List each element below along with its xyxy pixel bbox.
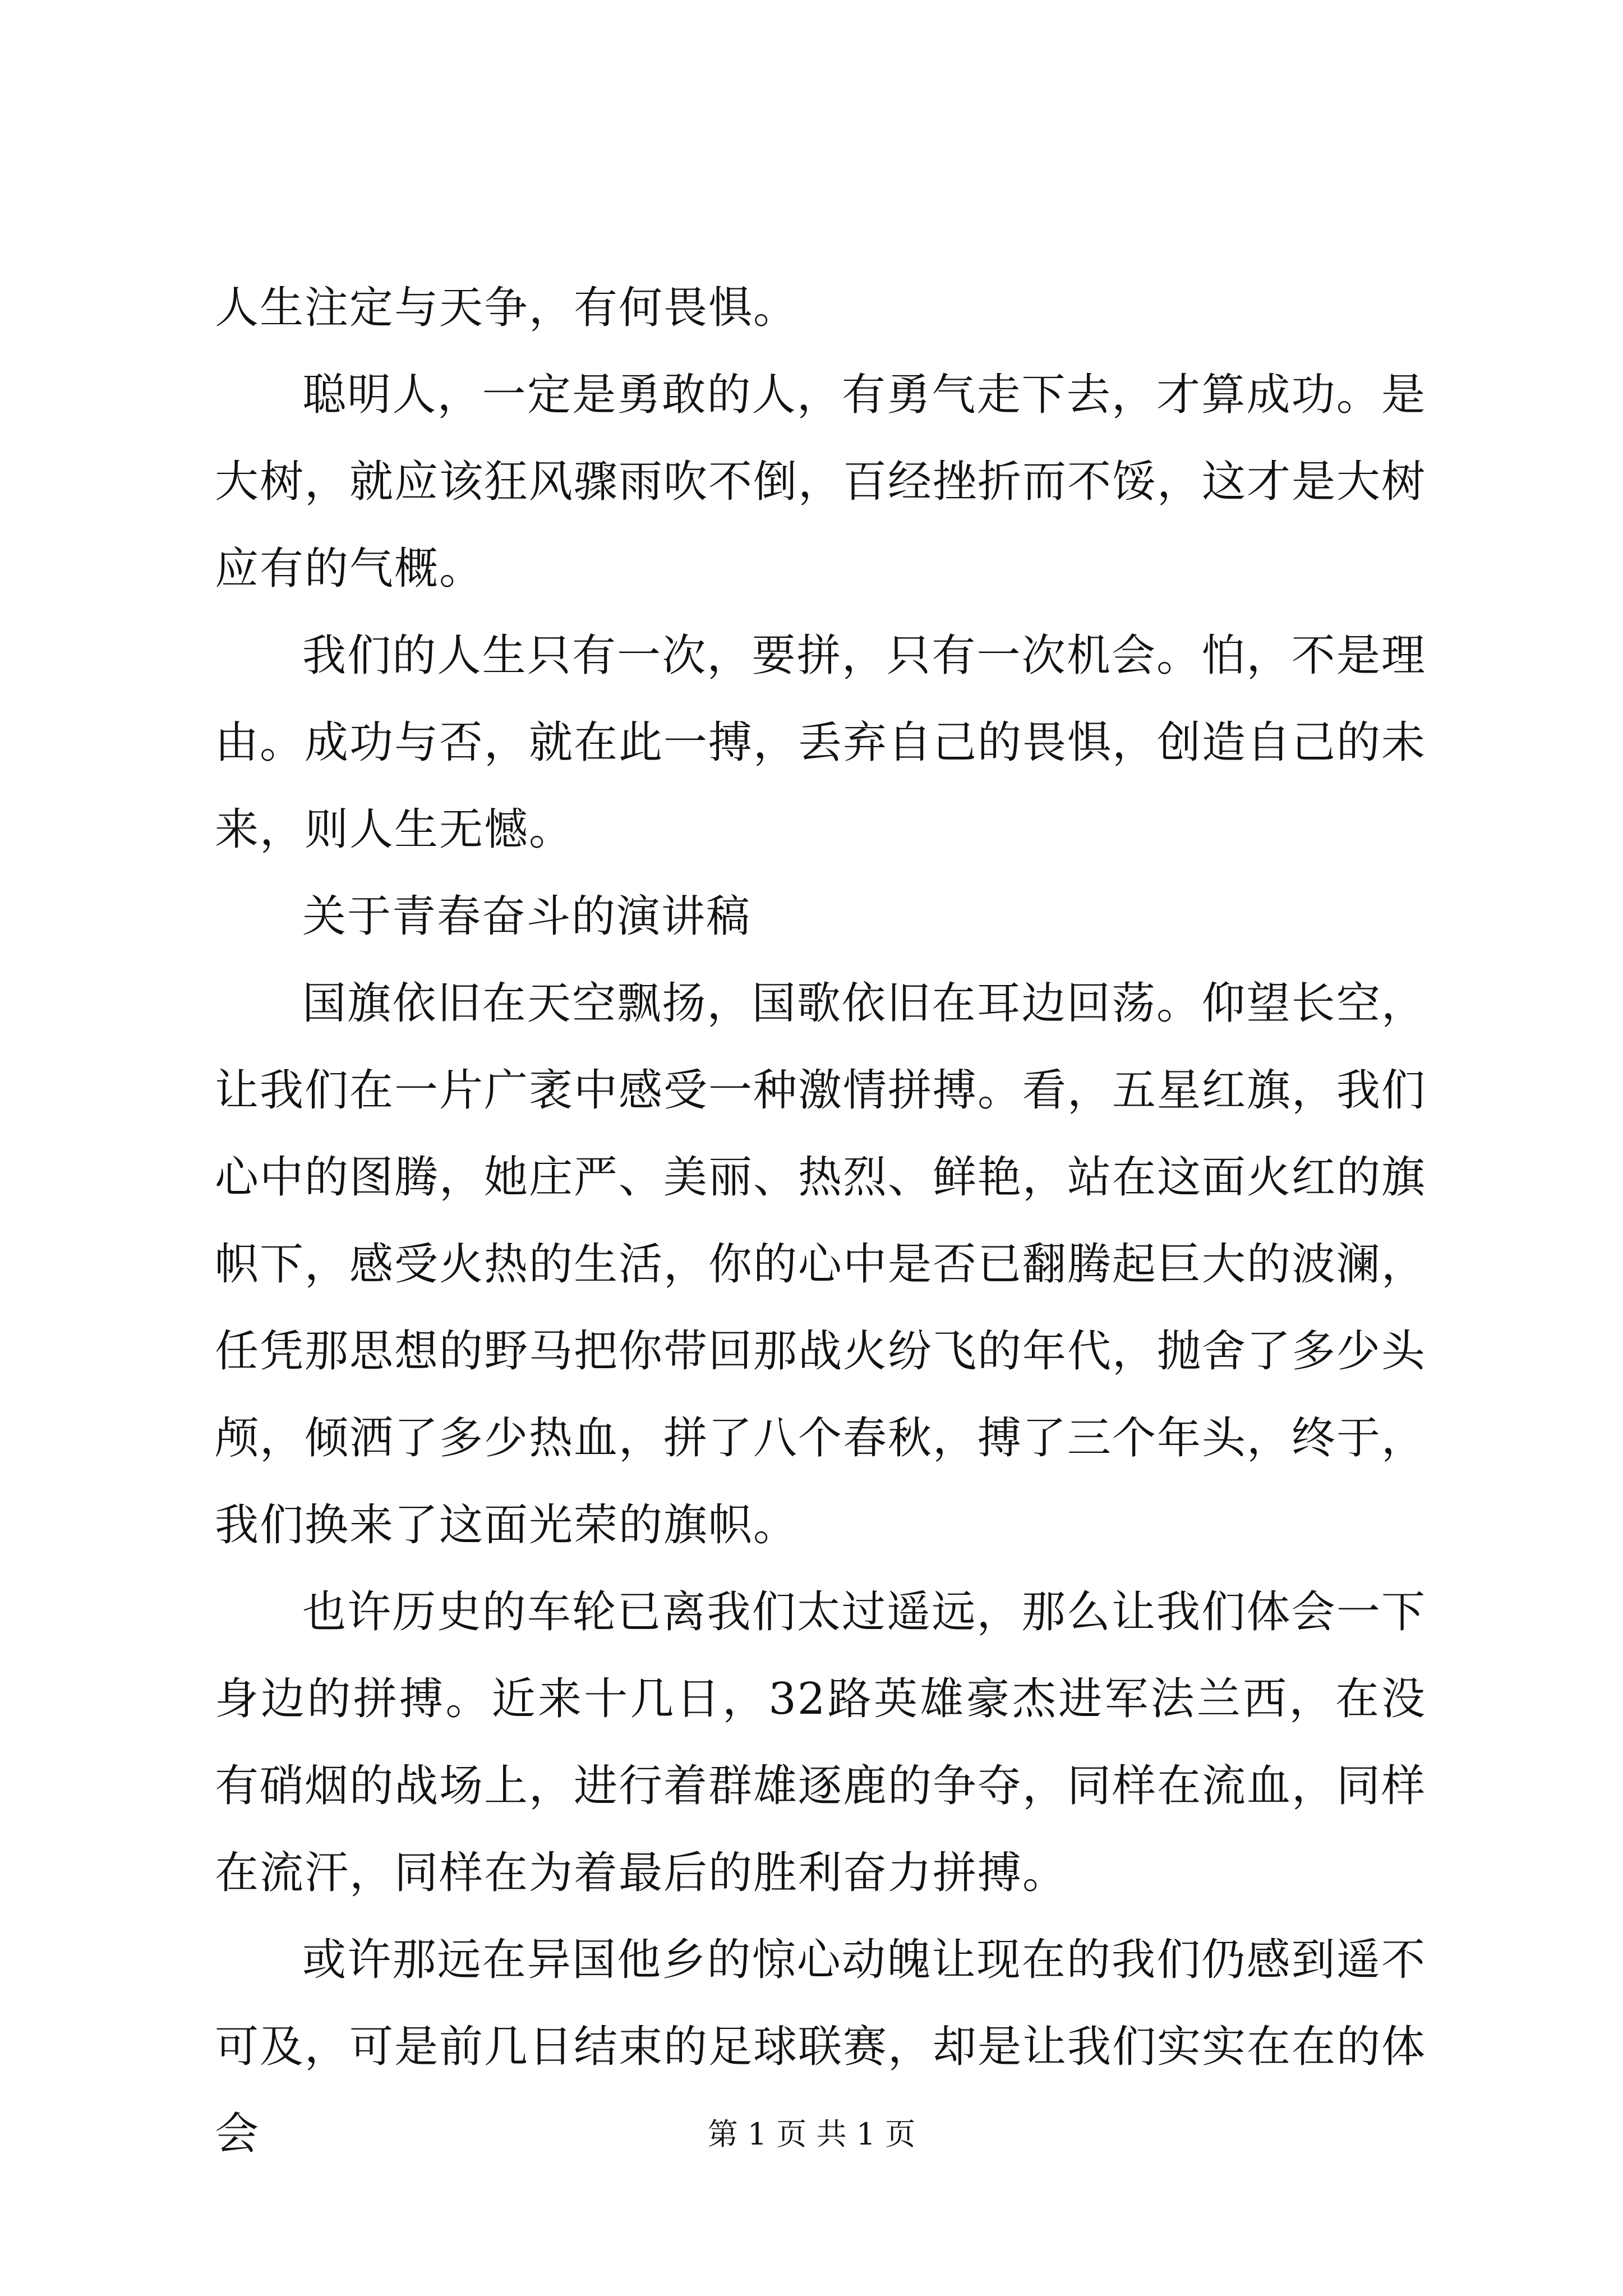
section-title: 关于青春奋斗的演讲稿 xyxy=(302,891,751,942)
paragraph-continuation: 人生注定与天争，有何畏惧。 xyxy=(215,283,799,333)
paragraph: 聪明人，一定是勇敢的人，有勇气走下去，才算成功。是大树，就应该狂风骤雨吹不倒，百经挫折而不馁，这才是大树应有的气概。 xyxy=(215,370,1427,594)
paragraph: 或许那远在异国他乡的惊心动魄让现在的我们仍感到遥不可及，可是前几日结束的足球联赛，却是让我们实实在在的体会 xyxy=(215,1935,1427,2159)
paragraph: 我们的人生只有一次，要拼，只有一次机会。怕，不是理由。成功与否，就在此一搏，丢弃自己的畏惧，创造自己的未来，则人生无憾。 xyxy=(215,631,1427,855)
paragraph: 国旗依旧在天空飘扬，国歌依旧在耳边回荡。仰望长空，让我们在一片广袤中感受一种激情拼搏。看，五星红旗，我们心中的图腾，她庄严、美丽、热烈、鲜艳，站在这面火红的旗帜下，感受火热的生活，你的心中是否已翻腾起巨大的波澜，任凭那思想的野马把你带回那战火纷飞的年代，抛舍了多少头颅，倾洒了多少热血，拼了八个春秋，搏了三个年头，终于，我们换来了这面光荣的旗帜。 xyxy=(215,978,1427,1550)
document-body xyxy=(215,265,1426,2178)
page-footer: 第 1 页 共 1 页 xyxy=(707,2116,916,2152)
paragraph: 也许历史的车轮已离我们太过遥远，那么让我们体会一下身边的拼搏。近来十几日，32路英雄豪杰进军法兰西，在没有硝烟的战场上，进行着群雄逐鹿的争夺，同样在流血，同样在流汗，同样在为着最后的胜利奋力拼搏。 xyxy=(215,1587,1427,1898)
